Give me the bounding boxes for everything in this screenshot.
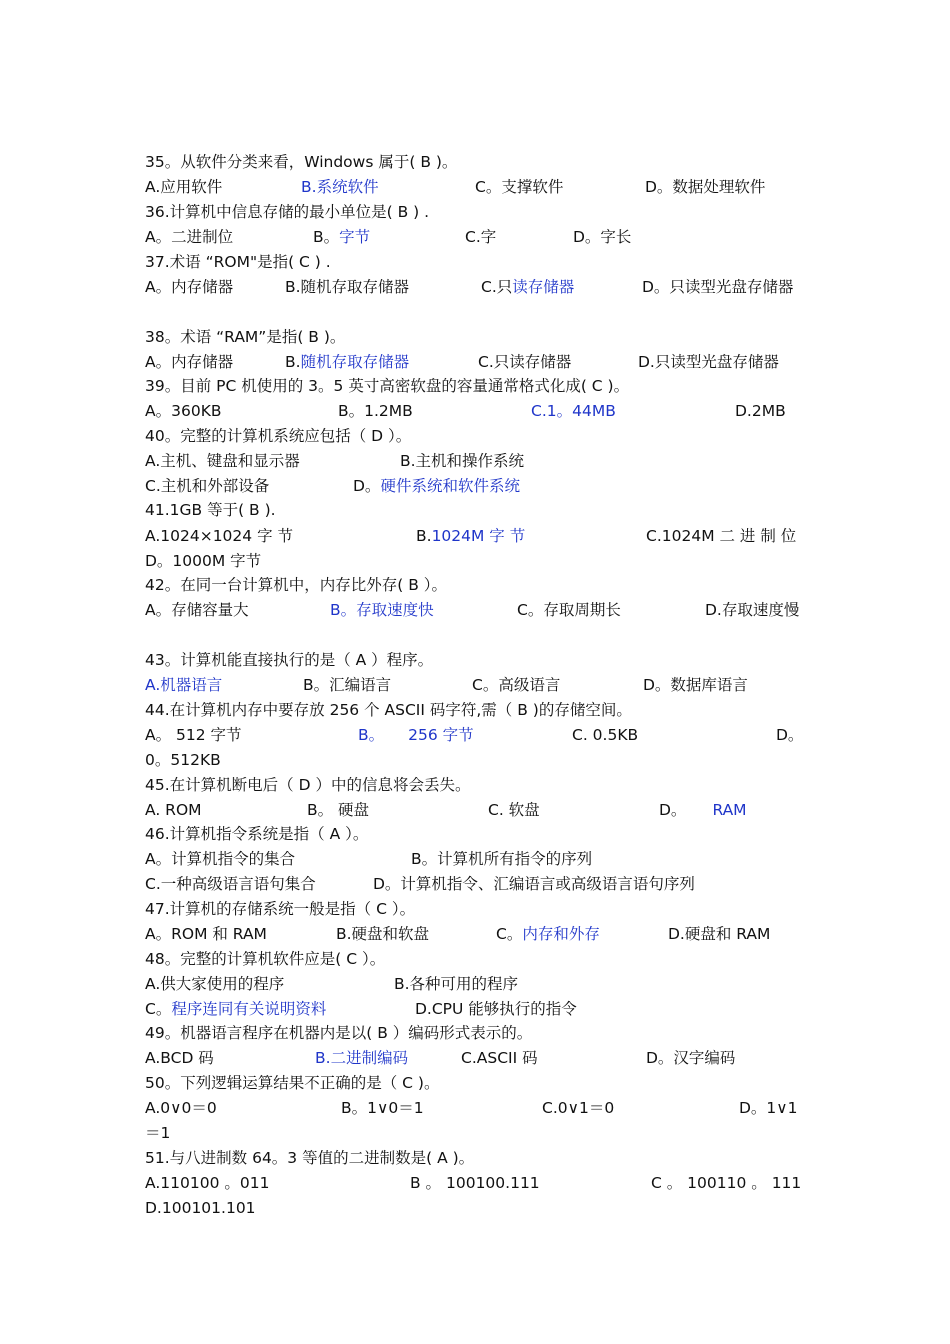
question-48-options-cd bbox=[145, 997, 815, 1021]
q47-option-d: D.硬盘和 RAM bbox=[668, 925, 771, 943]
q47-option-a: A。ROM 和 RAM bbox=[145, 925, 267, 943]
q41-option-a: A.1024×1024 字 节 bbox=[145, 527, 293, 545]
question-46-options-ab bbox=[145, 847, 815, 871]
question-42-stem bbox=[145, 573, 815, 597]
q49-stem-text: 49。机器语言程序在机器内是以( B ）编码形式表示的。 bbox=[145, 1024, 533, 1042]
q46-option-c: C.一种高级语言语句集合 bbox=[145, 875, 316, 893]
question-49-options bbox=[145, 1046, 815, 1070]
q49-option-b bbox=[315, 1046, 408, 1070]
q49-option-b-text: 二进制编码 bbox=[330, 1049, 409, 1067]
q42-option-a: A。存储容量大 bbox=[145, 601, 249, 619]
q40-option-c: C.主机和外部设备 bbox=[145, 477, 270, 495]
question-41-option-d-line bbox=[145, 549, 815, 573]
q50-option-b: B。1∨0＝1 bbox=[341, 1099, 424, 1117]
q47-option-c-text: 内存和外存 bbox=[522, 925, 600, 943]
q48-option-b: B.各种可用的程序 bbox=[394, 975, 519, 993]
q36-option-b-text: 字节 bbox=[339, 228, 371, 246]
q42-option-c: C。存取周期长 bbox=[517, 601, 621, 619]
q44-option-a: A。 512 字节 bbox=[145, 726, 242, 744]
q48-stem-text: 48。完整的计算机软件应是( C ）。 bbox=[145, 950, 386, 968]
question-40-options-ab bbox=[145, 449, 815, 473]
question-44-options bbox=[145, 723, 815, 747]
question-42-options bbox=[145, 598, 815, 622]
question-43-options bbox=[145, 673, 815, 697]
question-35-stem bbox=[145, 150, 815, 174]
q43-stem-text: 43。计算机能直接执行的是（ A ）程序。 bbox=[145, 651, 434, 669]
q43-option-a-prefix: A. bbox=[145, 676, 161, 694]
q45-option-d bbox=[659, 798, 747, 822]
q36-option-a: A。二进制位 bbox=[145, 228, 234, 246]
q51-option-c: C 。 100110 。 111 bbox=[651, 1174, 802, 1192]
q40-option-b: B.主机和操作系统 bbox=[400, 452, 525, 470]
q50-option-a: A.0∨0＝0 bbox=[145, 1099, 217, 1117]
q40-option-a: A.主机、键盘和显示器 bbox=[145, 452, 300, 470]
q35-option-a: A.应用软件 bbox=[145, 178, 223, 196]
question-51-stem bbox=[145, 1146, 815, 1170]
q37-option-d: D。只读型光盘存储器 bbox=[642, 278, 794, 296]
q45-option-d-prefix: D。 bbox=[659, 801, 687, 819]
q35-option-b-text: 系统软件 bbox=[316, 178, 379, 196]
q43-option-a bbox=[145, 673, 222, 697]
question-38-stem bbox=[145, 325, 815, 349]
q36-option-b bbox=[313, 225, 370, 249]
q39-stem-text: 39。目前 PC 机使用的 3。5 英寸高密软盘的容量通常格式化成( C )。 bbox=[145, 377, 630, 395]
q49-option-b-prefix: B. bbox=[315, 1049, 331, 1067]
q46-option-d: D。计算机指令、汇编语言或高级语言语句序列 bbox=[373, 875, 695, 893]
q44-option-d: D。 bbox=[776, 726, 804, 744]
q46-stem-text: 46.计算机指令系统是指（ A ）。 bbox=[145, 825, 369, 843]
q39-option-d: D.2MB bbox=[735, 402, 786, 420]
question-41-stem bbox=[145, 498, 815, 522]
q45-option-a: A. ROM bbox=[145, 801, 202, 819]
q43-option-c: C。高级语言 bbox=[472, 676, 561, 694]
q51-stem-text: 51.与八进制数 64。3 等值的二进制数是( A )。 bbox=[145, 1149, 475, 1167]
q41-option-d: D。1000M 字节 bbox=[145, 552, 262, 570]
q37-option-b: B.随机存取存储器 bbox=[285, 278, 410, 296]
q36-option-d: D。字长 bbox=[573, 228, 632, 246]
q51-option-a: A.110100 。011 bbox=[145, 1174, 270, 1192]
q38-option-c: C.只读存储器 bbox=[478, 353, 572, 371]
q44-option-b bbox=[358, 723, 474, 747]
q45-option-b: B。 硬盘 bbox=[307, 801, 370, 819]
q38-option-b-text: 随机存取存储器 bbox=[300, 353, 410, 371]
question-40-options-cd bbox=[145, 474, 815, 498]
q41-option-b bbox=[416, 524, 525, 548]
question-50-option-d-cont bbox=[145, 1121, 815, 1145]
q43-option-b: B。汇编语言 bbox=[303, 676, 392, 694]
question-47-options bbox=[145, 922, 815, 946]
q45-stem-text: 45.在计算机断电后（ D ）中的信息将会丢失。 bbox=[145, 776, 471, 794]
q35-option-d: D。数据处理软件 bbox=[645, 178, 766, 196]
q39-option-c: C.1。44MB bbox=[531, 402, 616, 420]
q38-option-a: A。内存储器 bbox=[145, 353, 234, 371]
question-36-options bbox=[145, 225, 815, 249]
q48-option-c bbox=[145, 997, 326, 1021]
question-44-stem bbox=[145, 698, 815, 722]
q44-stem-text: 44.在计算机内存中要存放 256 个 ASCII 码字符,需（ B )的存储空间。 bbox=[145, 701, 632, 719]
q50-option-c: C.0∨1＝0 bbox=[542, 1099, 615, 1117]
q41-option-b-prefix: B. bbox=[416, 527, 432, 545]
q49-option-d: D。汉字编码 bbox=[646, 1049, 736, 1067]
q38-option-d: D.只读型光盘存储器 bbox=[638, 353, 779, 371]
question-45-stem bbox=[145, 773, 815, 797]
question-50-options bbox=[145, 1096, 815, 1120]
q51-option-d: D.100101.101 bbox=[145, 1199, 256, 1217]
q36-stem-text: 36.计算机中信息存储的最小单位是( B ) . bbox=[145, 203, 430, 221]
question-46-stem bbox=[145, 822, 815, 846]
question-51-option-d-line bbox=[145, 1196, 815, 1220]
q40-option-d-prefix: D。 bbox=[353, 477, 381, 495]
q37-option-c-text: 读存储器 bbox=[512, 278, 575, 296]
question-38-options bbox=[145, 350, 815, 374]
question-49-stem bbox=[145, 1021, 815, 1045]
question-45-options bbox=[145, 798, 815, 822]
q37-stem-text: 37.术语 “ROM"是指( C ) . bbox=[145, 253, 331, 271]
question-37-options bbox=[145, 275, 815, 299]
question-50-stem bbox=[145, 1071, 815, 1095]
q44-option-c: C. 0.5KB bbox=[572, 726, 639, 744]
question-43-stem bbox=[145, 648, 815, 672]
question-39-options bbox=[145, 399, 815, 423]
q45-option-c: C. 软盘 bbox=[488, 801, 540, 819]
q43-option-a-text: 机器语言 bbox=[160, 676, 223, 694]
q41-stem-text: 41.1GB 等于( B ). bbox=[145, 501, 276, 519]
question-37-stem bbox=[145, 250, 815, 274]
question-39-stem bbox=[145, 374, 815, 398]
q36-option-c: C.字 bbox=[465, 228, 497, 246]
q44-option-b-prefix: B。 bbox=[358, 726, 385, 744]
q50-option-d-continued: ＝1 bbox=[145, 1124, 171, 1142]
q38-stem-text: 38。术语 “RAM”是指( B )。 bbox=[145, 328, 346, 346]
q49-option-a: A.BCD 码 bbox=[145, 1049, 214, 1067]
q35-option-b bbox=[301, 175, 379, 199]
q48-option-c-text: 程序连同有关说明资料 bbox=[171, 1000, 327, 1018]
q44-option-b-text: 256 字节 bbox=[408, 726, 474, 744]
question-35-options bbox=[145, 175, 815, 199]
q40-option-d bbox=[353, 474, 520, 498]
q35-option-c: C。支撑软件 bbox=[475, 178, 564, 196]
q40-option-d-text: 硬件系统和软件系统 bbox=[380, 477, 520, 495]
q39-option-b: B。1.2MB bbox=[338, 402, 413, 420]
q48-option-d: D.CPU 能够执行的指令 bbox=[415, 1000, 577, 1018]
q38-option-b bbox=[285, 350, 409, 374]
question-47-stem bbox=[145, 897, 815, 921]
q35-stem-text: 35。从软件分类来看，Windows 属于( B )。 bbox=[145, 153, 458, 171]
question-36-stem bbox=[145, 200, 815, 224]
question-46-options-cd bbox=[145, 872, 815, 896]
q42-option-b: B。存取速度快 bbox=[330, 601, 434, 619]
q37-option-c-prefix: C.只 bbox=[481, 278, 513, 296]
q47-stem-text: 47.计算机的存储系统一般是指（ C ）。 bbox=[145, 900, 416, 918]
q47-option-b: B.硬盘和软盘 bbox=[336, 925, 430, 943]
question-41-options bbox=[145, 524, 815, 548]
q43-option-d: D。数据库语言 bbox=[643, 676, 748, 694]
q47-option-c-prefix: C。 bbox=[496, 925, 523, 943]
q42-stem-text: 42。在同一台计算机中，内存比外存( B ）。 bbox=[145, 576, 448, 594]
q40-stem-text: 40。完整的计算机系统应包括（ D ）。 bbox=[145, 427, 412, 445]
q37-option-c bbox=[481, 275, 574, 299]
question-48-stem bbox=[145, 947, 815, 971]
q36-option-b-prefix: B。 bbox=[313, 228, 340, 246]
q39-option-a: A。360KB bbox=[145, 402, 222, 420]
q50-stem-text: 50。下列逻辑运算结果不正确的是（ C )。 bbox=[145, 1074, 440, 1092]
q37-option-a: A。内存储器 bbox=[145, 278, 234, 296]
q45-option-d-text: RAM bbox=[712, 801, 747, 819]
question-48-options-ab bbox=[145, 972, 815, 996]
q46-option-b: B。计算机所有指令的序列 bbox=[411, 850, 593, 868]
question-51-options bbox=[145, 1171, 815, 1195]
q38-option-b-prefix: B. bbox=[285, 353, 301, 371]
q41-option-c: C.1024M 二 进 制 位 bbox=[646, 527, 797, 545]
q47-option-c bbox=[496, 922, 600, 946]
q51-option-b: B 。 100100.111 bbox=[410, 1174, 540, 1192]
question-40-stem bbox=[145, 424, 815, 448]
q49-option-c: C.ASCII 码 bbox=[461, 1049, 538, 1067]
q35-option-b-prefix: B. bbox=[301, 178, 317, 196]
q46-option-a: A。计算机指令的集合 bbox=[145, 850, 296, 868]
question-44-option-d-cont bbox=[145, 748, 815, 772]
q48-option-c-prefix: C。 bbox=[145, 1000, 172, 1018]
q42-option-d: D.存取速度慢 bbox=[705, 601, 800, 619]
q44-option-d-continued: 0。512KB bbox=[145, 751, 221, 769]
q41-option-b-text: 1024M 字 节 bbox=[431, 527, 526, 545]
q48-option-a: A.供大家使用的程序 bbox=[145, 975, 285, 993]
q50-option-d: D。1∨1 bbox=[739, 1099, 798, 1117]
